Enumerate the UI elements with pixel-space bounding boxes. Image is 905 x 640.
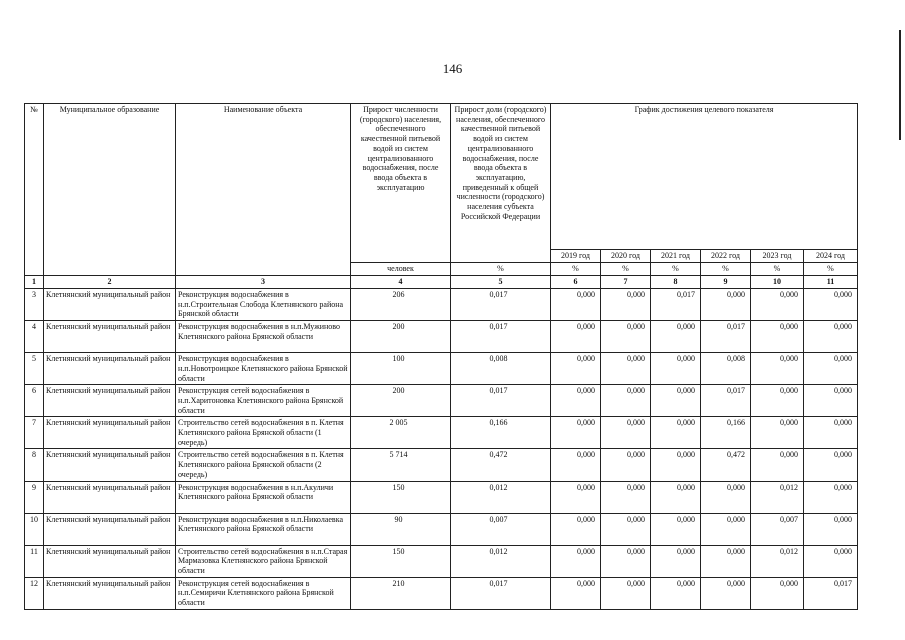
cell-year-value: 0,000 bbox=[701, 545, 751, 577]
cell-object: Реконструкция водоснабжения в н.п.Акуличи Клетнянского района Брянской области bbox=[176, 481, 351, 513]
unit-year-percent: % bbox=[601, 263, 651, 276]
column-numbers-row bbox=[25, 276, 858, 289]
column-number: 5 bbox=[451, 276, 551, 289]
cell-no: 3 bbox=[25, 289, 44, 321]
cell-year-value: 0,000 bbox=[601, 577, 651, 609]
cell-year-value: 0,000 bbox=[751, 577, 804, 609]
page-number: 146 bbox=[442, 61, 463, 76]
cell-year-value: 0,012 bbox=[751, 481, 804, 513]
cell-municipality: Клетнянский муниципальный район bbox=[44, 289, 176, 321]
cell-object: Реконструкция водоснабжения в н.п.Николаевка Клетнянского района Брянской области bbox=[176, 513, 351, 545]
cell-year-value: 0,000 bbox=[651, 417, 701, 449]
cell-year-value: 0,000 bbox=[551, 545, 601, 577]
cell-year-value: 0,166 bbox=[701, 417, 751, 449]
cell-year-value: 0,000 bbox=[804, 417, 858, 449]
cell-share: 0,017 bbox=[451, 321, 551, 353]
column-number: 3 bbox=[176, 276, 351, 289]
cell-municipality: Клетнянский муниципальный район bbox=[44, 513, 176, 545]
cell-year-value: 0,000 bbox=[551, 577, 601, 609]
cell-year-value: 0,000 bbox=[601, 417, 651, 449]
cell-no: 5 bbox=[25, 353, 44, 385]
cell-no: 8 bbox=[25, 449, 44, 481]
cell-people: 2 005 bbox=[351, 417, 451, 449]
cell-municipality: Клетнянский муниципальный район bbox=[44, 577, 176, 609]
header-share-growth: Прирост доли (городского) населения, обеспеченного качественной питьевой водой из систем централизованного водоснабжения, после ввода объекта в эксплуатацию, приведенный к общей численности (городского) населения субъекта Российской Федерации bbox=[451, 104, 551, 263]
cell-no: 4 bbox=[25, 321, 44, 353]
cell-share: 0,472 bbox=[451, 449, 551, 481]
cell-year-value: 0,000 bbox=[601, 289, 651, 321]
cell-year-value: 0,000 bbox=[804, 385, 858, 417]
cell-year-value: 0,000 bbox=[751, 321, 804, 353]
cell-share: 0,017 bbox=[451, 577, 551, 609]
header-year: 2024 год bbox=[804, 250, 858, 263]
table-body bbox=[25, 289, 858, 610]
cell-year-value: 0,000 bbox=[651, 545, 701, 577]
column-number: 2 bbox=[44, 276, 176, 289]
cell-year-value: 0,000 bbox=[551, 321, 601, 353]
cell-year-value: 0,000 bbox=[701, 289, 751, 321]
cell-year-value: 0,000 bbox=[551, 481, 601, 513]
cell-object: Строительство сетей водоснабжения в н.п.Старая Мармазовка Клетнянского района Брянской области bbox=[176, 545, 351, 577]
unit-percent: % bbox=[451, 263, 551, 276]
cell-object: Реконструкция сетей водоснабжения в н.п.Семиричи Клетнянского района Брянской области bbox=[176, 577, 351, 609]
cell-year-value: 0,000 bbox=[651, 449, 701, 481]
cell-share: 0,166 bbox=[451, 417, 551, 449]
cell-municipality: Клетнянский муниципальный район bbox=[44, 385, 176, 417]
cell-year-value: 0,000 bbox=[804, 289, 858, 321]
cell-municipality: Клетнянский муниципальный район bbox=[44, 545, 176, 577]
cell-year-value: 0,000 bbox=[551, 449, 601, 481]
cell-year-value: 0,017 bbox=[651, 289, 701, 321]
table-row bbox=[25, 321, 858, 353]
cell-year-value: 0,000 bbox=[651, 385, 701, 417]
cell-no: 6 bbox=[25, 385, 44, 417]
cell-year-value: 0,000 bbox=[551, 513, 601, 545]
cell-people: 90 bbox=[351, 513, 451, 545]
cell-people: 100 bbox=[351, 353, 451, 385]
cell-year-value: 0,000 bbox=[751, 353, 804, 385]
cell-year-value: 0,000 bbox=[651, 321, 701, 353]
header-year: 2023 год bbox=[751, 250, 804, 263]
cell-year-value: 0,000 bbox=[701, 577, 751, 609]
cell-year-value: 0,000 bbox=[601, 353, 651, 385]
table-row bbox=[25, 353, 858, 385]
cell-year-value: 0,000 bbox=[601, 321, 651, 353]
target-indicator-table bbox=[24, 103, 858, 610]
cell-year-value: 0,000 bbox=[551, 353, 601, 385]
header-year: 2021 год bbox=[651, 250, 701, 263]
unit-year-percent: % bbox=[551, 263, 601, 276]
cell-year-value: 0,000 bbox=[651, 481, 701, 513]
cell-no: 9 bbox=[25, 481, 44, 513]
cell-people: 150 bbox=[351, 481, 451, 513]
table-row bbox=[25, 385, 858, 417]
cell-municipality: Клетнянский муниципальный район bbox=[44, 481, 176, 513]
header-year: 2019 год bbox=[551, 250, 601, 263]
cell-people: 5 714 bbox=[351, 449, 451, 481]
unit-year-percent: % bbox=[701, 263, 751, 276]
cell-municipality: Клетнянский муниципальный район bbox=[44, 321, 176, 353]
cell-municipality: Клетнянский муниципальный район bbox=[44, 353, 176, 385]
cell-year-value: 0,000 bbox=[551, 289, 601, 321]
cell-year-value: 0,000 bbox=[804, 321, 858, 353]
cell-year-value: 0,012 bbox=[751, 545, 804, 577]
cell-year-value: 0,000 bbox=[601, 513, 651, 545]
cell-municipality: Клетнянский муниципальный район bbox=[44, 417, 176, 449]
cell-share: 0,012 bbox=[451, 481, 551, 513]
cell-object: Реконструкция водоснабжения в н.п.Строительная Слобода Клетнянского района Брянской области bbox=[176, 289, 351, 321]
cell-year-value: 0,000 bbox=[804, 513, 858, 545]
header-municipality: Муниципальное образование bbox=[44, 104, 176, 276]
cell-share: 0,017 bbox=[451, 385, 551, 417]
cell-year-value: 0,000 bbox=[701, 513, 751, 545]
header-schedule: График достижения целевого показателя bbox=[551, 104, 858, 250]
cell-year-value: 0,007 bbox=[751, 513, 804, 545]
table-row bbox=[25, 417, 858, 449]
unit-year-percent: % bbox=[804, 263, 858, 276]
cell-no: 10 bbox=[25, 513, 44, 545]
cell-people: 200 bbox=[351, 385, 451, 417]
cell-year-value: 0,472 bbox=[701, 449, 751, 481]
cell-year-value: 0,000 bbox=[804, 449, 858, 481]
column-number: 10 bbox=[751, 276, 804, 289]
cell-year-value: 0,017 bbox=[701, 385, 751, 417]
cell-people: 206 bbox=[351, 289, 451, 321]
cell-share: 0,007 bbox=[451, 513, 551, 545]
header-year: 2022 год bbox=[701, 250, 751, 263]
cell-share: 0,017 bbox=[451, 289, 551, 321]
cell-year-value: 0,000 bbox=[601, 449, 651, 481]
cell-no: 11 bbox=[25, 545, 44, 577]
table-row bbox=[25, 577, 858, 609]
cell-year-value: 0,000 bbox=[651, 353, 701, 385]
table-row bbox=[25, 449, 858, 481]
cell-year-value: 0,000 bbox=[651, 577, 701, 609]
cell-share: 0,008 bbox=[451, 353, 551, 385]
cell-object: Реконструкция водоснабжения в н.п.Мужиново Клетнянского района Брянской области bbox=[176, 321, 351, 353]
table-row bbox=[25, 513, 858, 545]
cell-year-value: 0,000 bbox=[804, 545, 858, 577]
cell-year-value: 0,008 bbox=[701, 353, 751, 385]
cell-people: 210 bbox=[351, 577, 451, 609]
column-number: 6 bbox=[551, 276, 601, 289]
column-number: 11 bbox=[804, 276, 858, 289]
cell-year-value: 0,000 bbox=[551, 417, 601, 449]
unit-people: человек bbox=[351, 263, 451, 276]
table-row bbox=[25, 545, 858, 577]
table-row bbox=[25, 289, 858, 321]
cell-year-value: 0,000 bbox=[751, 449, 804, 481]
cell-year-value: 0,000 bbox=[601, 545, 651, 577]
cell-municipality: Клетнянский муниципальный район bbox=[44, 449, 176, 481]
cell-year-value: 0,000 bbox=[751, 417, 804, 449]
scan-edge-mark bbox=[899, 30, 901, 140]
cell-year-value: 0,017 bbox=[701, 321, 751, 353]
cell-people: 200 bbox=[351, 321, 451, 353]
cell-year-value: 0,000 bbox=[751, 289, 804, 321]
cell-object: Строительство сетей водоснабжения в п. Клетня Клетнянского района Брянской области (1 очередь) bbox=[176, 417, 351, 449]
cell-share: 0,012 bbox=[451, 545, 551, 577]
table-row bbox=[25, 481, 858, 513]
cell-year-value: 0,000 bbox=[804, 481, 858, 513]
header-year: 2020 год bbox=[601, 250, 651, 263]
cell-no: 12 bbox=[25, 577, 44, 609]
cell-year-value: 0,000 bbox=[551, 385, 601, 417]
cell-object: Реконструкция водоснабжения в н.п.Новотроицкое Клетнянского района Брянской области bbox=[176, 353, 351, 385]
header-no: № bbox=[25, 104, 44, 276]
cell-object: Реконструкция сетей водоснабжения в н.п.Харитоновка Клетнянского района Брянской области bbox=[176, 385, 351, 417]
cell-year-value: 0,000 bbox=[751, 385, 804, 417]
unit-year-percent: % bbox=[651, 263, 701, 276]
cell-year-value: 0,000 bbox=[601, 385, 651, 417]
unit-year-percent: % bbox=[751, 263, 804, 276]
cell-no: 7 bbox=[25, 417, 44, 449]
cell-year-value: 0,000 bbox=[701, 481, 751, 513]
column-number: 4 bbox=[351, 276, 451, 289]
header-pop-growth: Прирост численности (городского) населения, обеспеченного качественной питьевой водой из систем централизованного водоснабжения, после ввода объекта в эксплуатацию bbox=[351, 104, 451, 263]
header-object: Наименование объекта bbox=[176, 104, 351, 276]
column-number: 7 bbox=[601, 276, 651, 289]
cell-year-value: 0,000 bbox=[651, 513, 701, 545]
cell-year-value: 0,017 bbox=[804, 577, 858, 609]
cell-object: Строительство сетей водоснабжения в п. Клетня Клетнянского района Брянской области (2 очередь) bbox=[176, 449, 351, 481]
cell-year-value: 0,000 bbox=[601, 481, 651, 513]
column-number: 1 bbox=[25, 276, 44, 289]
column-number: 9 bbox=[701, 276, 751, 289]
cell-people: 150 bbox=[351, 545, 451, 577]
column-number: 8 bbox=[651, 276, 701, 289]
cell-year-value: 0,000 bbox=[804, 353, 858, 385]
